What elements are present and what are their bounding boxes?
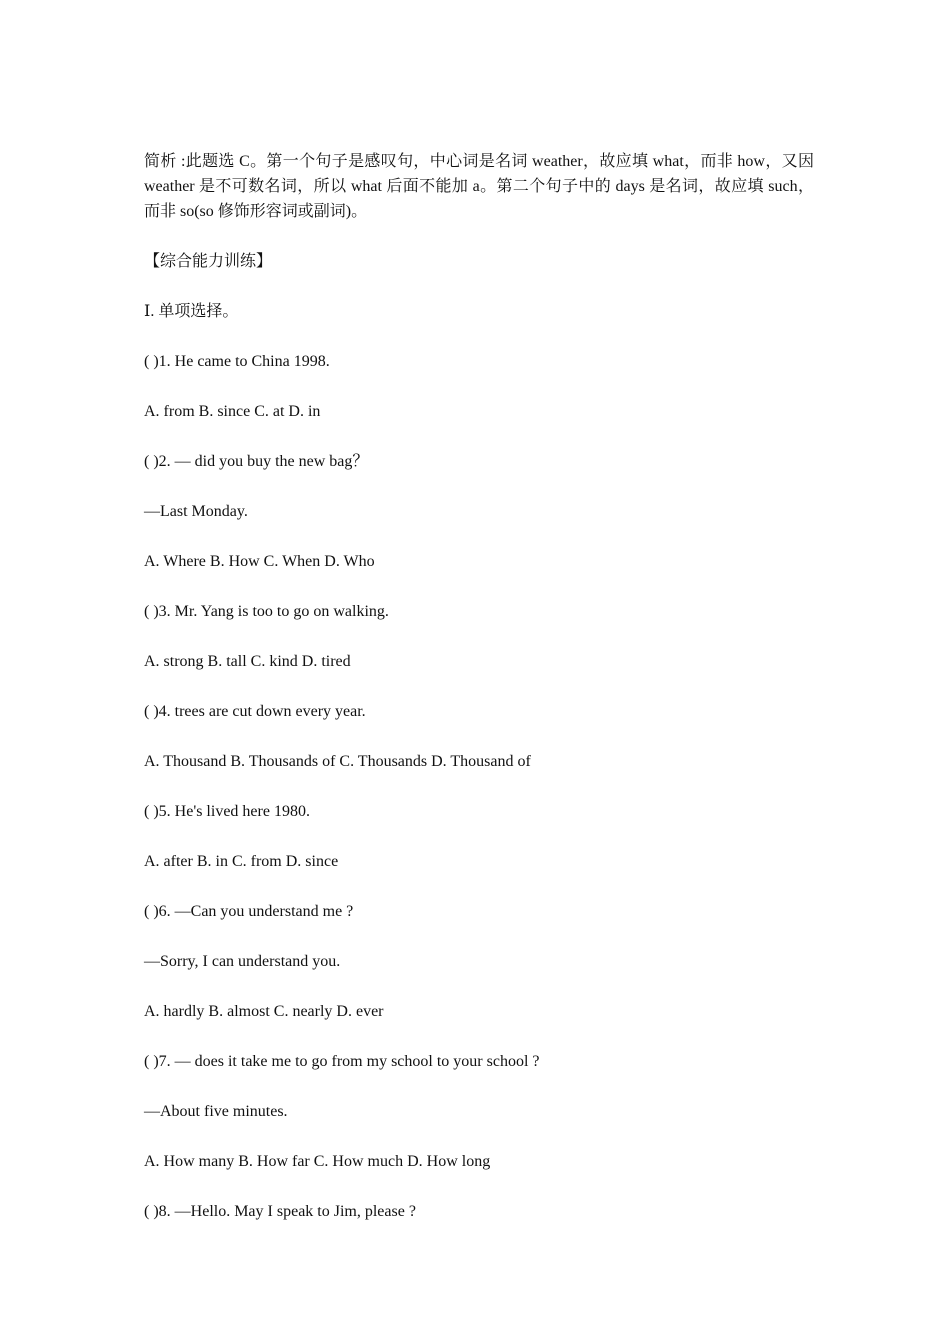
- question-8: ( )8. —Hello. May I speak to Jim, please ?: [144, 1203, 416, 1220]
- document-page: [144, 149, 814, 1224]
- question-6-answer: —Sorry, I can understand you.: [144, 953, 341, 970]
- question-4-options: A. Thousand B. Thousands of C. Thousands D. Thousand of: [144, 753, 531, 770]
- section-title: 【综合能力训练】: [144, 253, 273, 270]
- spacer: [144, 274, 814, 299]
- question-3: ( )3. Mr. Yang is too to go on walking.: [144, 603, 389, 620]
- question-7: ( )7. — does it take me to go from my school to your school ?: [144, 1053, 540, 1070]
- question-4: ( )4. trees are cut down every year.: [144, 703, 366, 720]
- analysis-paragraph: 简析 :此题选 C。第一个句子是感叹句，中心词是名词 weather，故应填 what，而非 how，又因 weather 是不可数名词，所以 what 后面不能加 a。第二个句子中的 days 是名词，故应填 such，而非 so(so 修饰形容词或副词)。: [144, 153, 814, 220]
- question-3-options: A. strong B. tall C. kind D. tired: [144, 653, 351, 670]
- question-7-options: A. How many B. How far C. How much D. How long: [144, 1153, 491, 1170]
- question-2: ( )2. — did you buy the new bag？: [144, 453, 369, 470]
- spacer: [144, 324, 814, 349]
- question-7-answer: —About five minutes.: [144, 1103, 288, 1120]
- question-1: ( )1. He came to China 1998.: [144, 353, 330, 370]
- question-5-options: A. after B. in C. from D. since: [144, 853, 339, 870]
- question-2-options: A. Where B. How C. When D. Who: [144, 553, 375, 570]
- spacer: [144, 224, 814, 249]
- question-6: ( )6. —Can you understand me ?: [144, 903, 354, 920]
- question-5: ( )5. He's lived here 1980.: [144, 803, 310, 820]
- question-6-options: A. hardly B. almost C. nearly D. ever: [144, 1003, 384, 1020]
- question-1-options: A. from B. since C. at D. in: [144, 403, 321, 420]
- part-title: Ⅰ. 单项选择。: [144, 303, 239, 320]
- question-2-answer: —Last Monday.: [144, 503, 248, 520]
